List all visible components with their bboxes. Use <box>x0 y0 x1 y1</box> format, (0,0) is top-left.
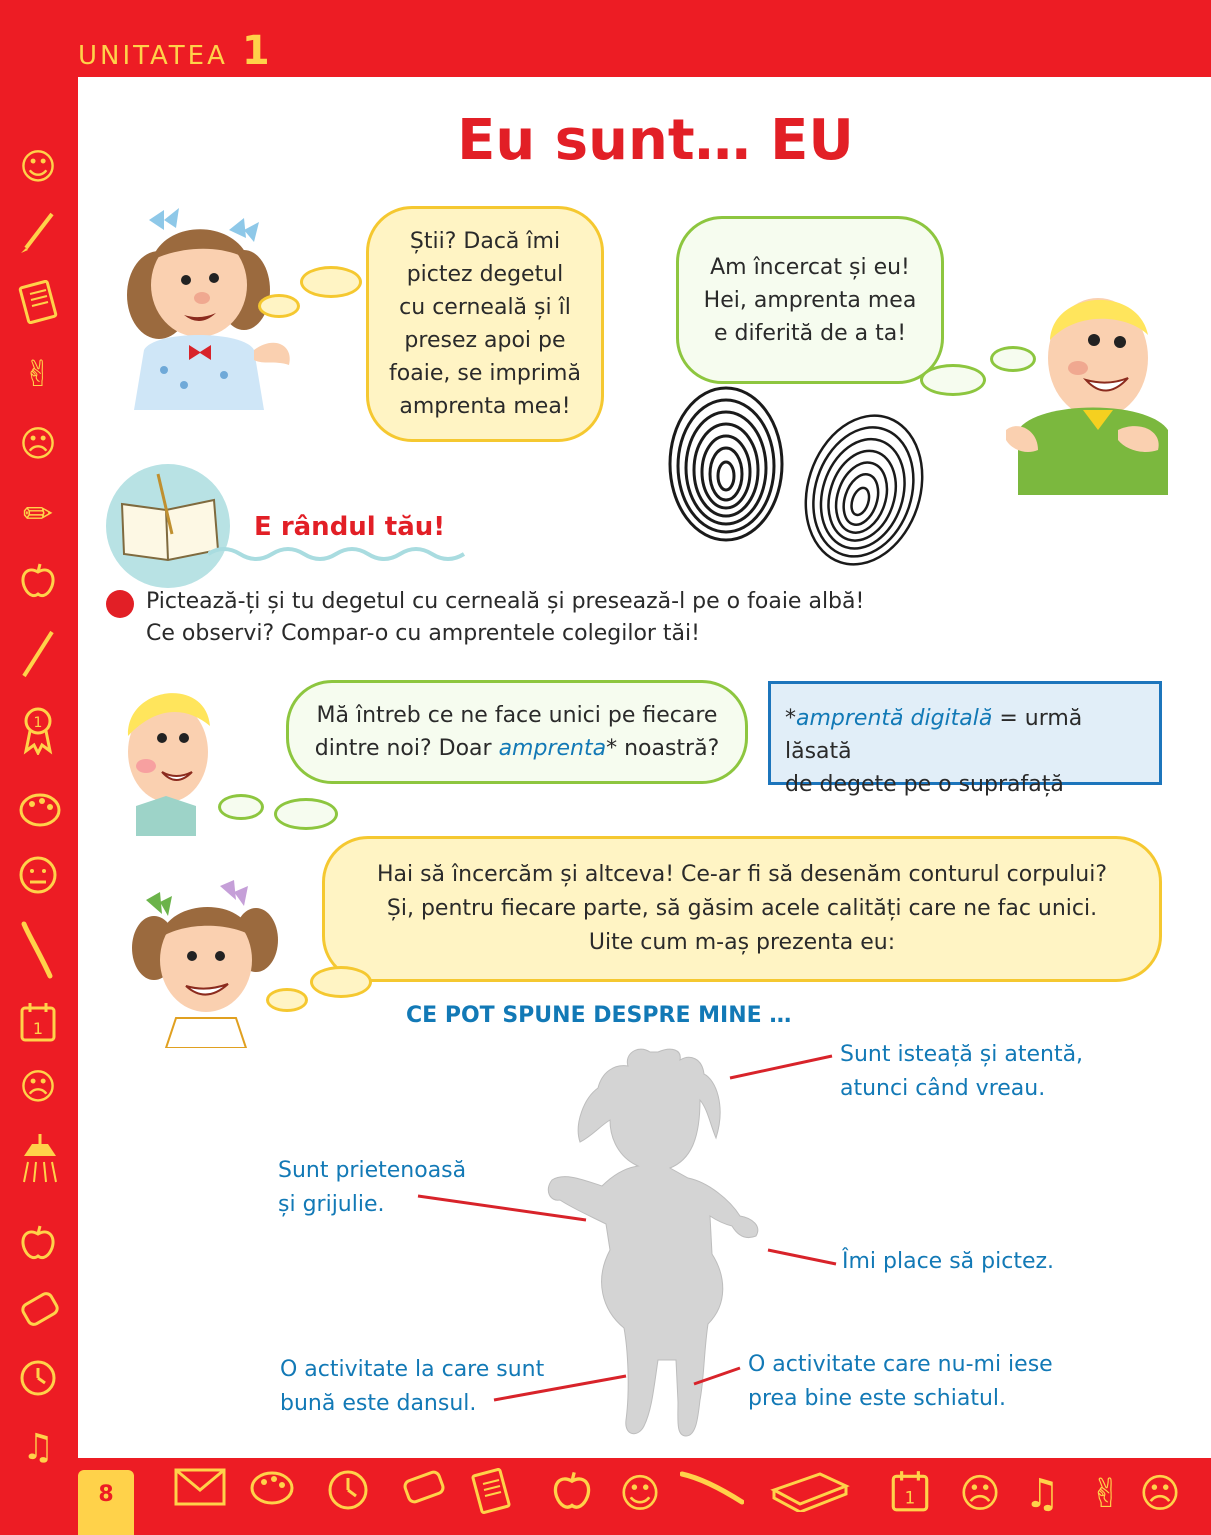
definition-line: de degete pe o suprafață <box>785 772 1064 797</box>
bubble-line: Hai să încercăm și altceva! Ce-ar fi să desenăm conturul corpului? <box>376 862 1108 887</box>
svg-text:1: 1 <box>33 715 43 731</box>
bubble-text: dintre noi? Doar <box>314 736 499 761</box>
label-line: O activitate care nu-mi iese <box>748 1352 1053 1377</box>
bubble-line: pictez degetul <box>406 262 564 287</box>
page-title: Eu sunt… EU <box>457 108 854 173</box>
task-line: Pictează-ți și tu degetul cu cerneală și presează-l pe o foaie albă! <box>146 589 865 614</box>
victory-hand-icon: ✌ <box>1089 1471 1123 1517</box>
bubble-line: amprenta mea! <box>399 394 571 419</box>
glossary-term-link: amprenta <box>498 736 607 761</box>
label-line: și grijulie. <box>278 1192 385 1217</box>
bubble-line: Și, pentru fiecare parte, să găsim acele calități care ne fac unici. <box>386 896 1098 921</box>
bubble-line: foaie, se imprimă <box>389 361 581 386</box>
bubble-text: * noastră? <box>606 736 720 761</box>
sad-face-icon: ☹ <box>19 424 57 465</box>
svg-text:1: 1 <box>32 1019 44 1038</box>
music-note-icon: ♫ <box>1024 1471 1060 1517</box>
unit-word: UNITATEA <box>78 41 228 71</box>
bubble-line: Hei, amprenta mea <box>703 287 917 313</box>
bubble-line: e diferită de a ta! <box>713 320 907 346</box>
sad-face-icon: ☹ <box>959 1471 1001 1517</box>
label-right-arm: Îmi place să pictez. <box>842 1249 1055 1274</box>
label-line: bună este dansul. <box>280 1391 477 1416</box>
label-right-leg <box>748 1348 1053 1416</box>
smiley-icon: ☺ <box>19 147 57 188</box>
unit-number: 1 <box>241 28 273 74</box>
bubble-line: Știi? Dacă îmi <box>409 229 561 254</box>
victory-hand-icon: ✌ <box>22 354 54 395</box>
task-line: Ce observi? Compar-o cu amprentele colegilor tăi! <box>146 621 700 646</box>
bubble-line: presez apoi pe <box>404 328 566 353</box>
label-left-leg <box>280 1353 544 1421</box>
bubble-line: Am încercat și eu! <box>710 254 910 280</box>
sad-face-icon: ☹ <box>1139 1471 1181 1517</box>
smiley-icon: ☺ <box>619 1471 661 1517</box>
label-left-arm <box>278 1154 466 1222</box>
bubble-line: Uite cum m-aș prezenta eu: <box>588 930 896 955</box>
definition-text: = urmă lăsată <box>785 706 1083 764</box>
sad-face-icon: ☹ <box>19 1067 57 1108</box>
bubble-line: cu cerneală și îl <box>399 295 571 320</box>
label-head <box>840 1038 1083 1106</box>
label-line: prea bine este schiatul. <box>748 1386 1007 1411</box>
pencil-icon: ✏ <box>22 494 54 535</box>
label-line: Sunt isteață și atentă, <box>840 1042 1084 1067</box>
page-number: 8 <box>98 1482 114 1507</box>
definition-star: * <box>785 706 796 731</box>
svg-text:1: 1 <box>904 1487 916 1508</box>
label-line: atunci când vreau. <box>840 1076 1046 1101</box>
label-line: Sunt prietenoasă <box>278 1158 467 1183</box>
music-note-icon: ♫ <box>21 1427 55 1468</box>
bubble-line: Mă întreb ce ne face unici pe fiecare <box>316 703 718 728</box>
label-line: O activitate la care sunt <box>280 1357 545 1382</box>
definition-term: amprentă digitală <box>796 706 993 731</box>
task-heading: E rândul tău! <box>254 512 446 542</box>
section-heading: CE POT SPUNE DESPRE MINE … <box>406 1003 792 1028</box>
